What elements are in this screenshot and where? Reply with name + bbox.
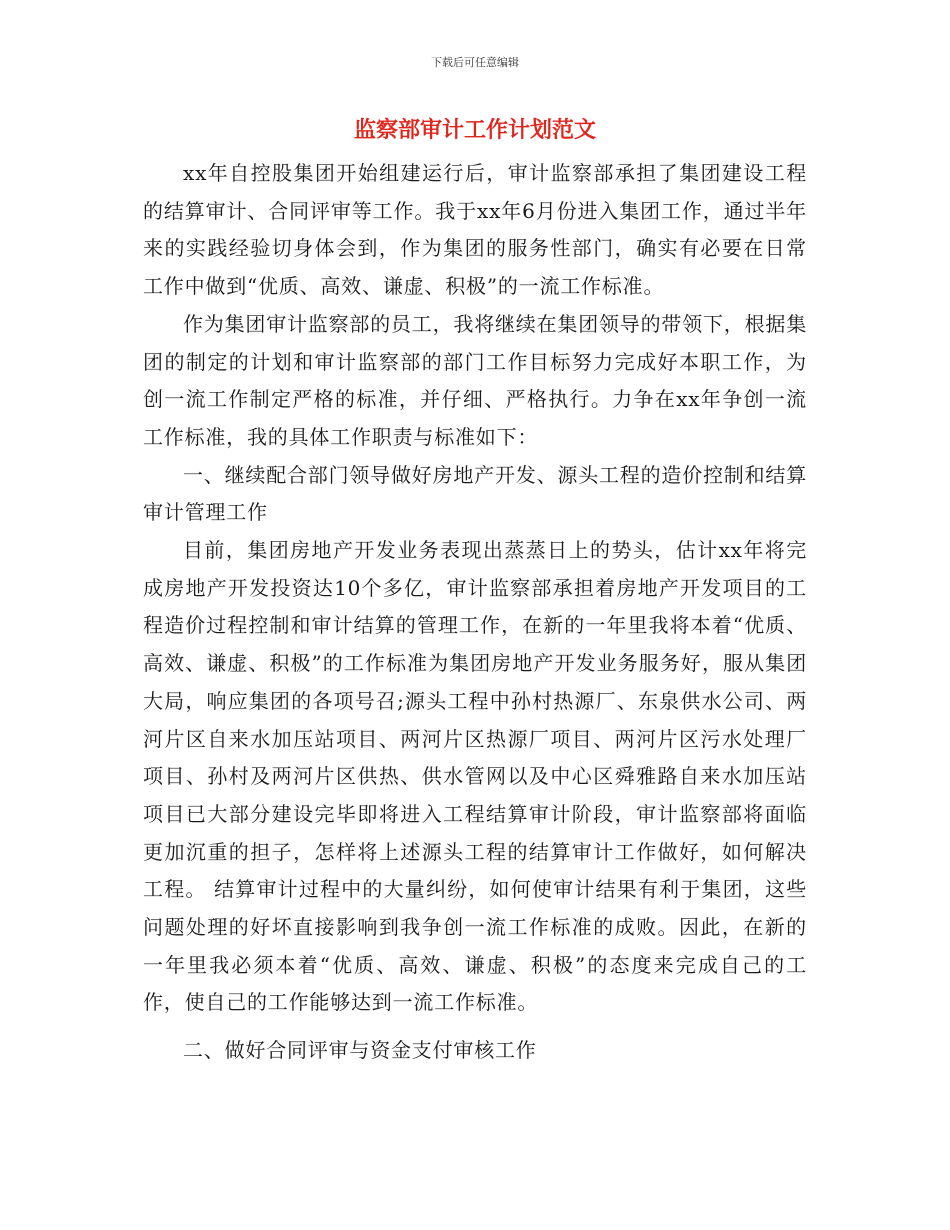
document-body (143, 155, 807, 1070)
paragraph-intro: xx年自控股集团开始组建运行后，审计监察部承担了集团建设工程的结算审计、合同评审等工作。我于xx年6月份进入集团工作，通过半年来的实践经验切身体会到，作为集团的服务性部门，确实有必要在日常工作中做到“优质、高效、谦虚、积极”的一流工作标准。 (143, 161, 807, 299)
paragraph-real-estate: 目前，集团房地产开发业务表现出蒸蒸日上的势头，估计xx年将完成房地产开发投资达10个多亿，审计监察部承担着房地产开发项目的工程造价过程控制和审计结算的管理工作，在新的一年里我将本着“优质、高效、谦虚、积极”的工作标准为集团房地产开发业务服务好，服从集团大局，响应集团的各项号召;源头工程中孙村热源厂、东泉供水公司、两河片区自来水加压站项目、两河片区热源厂项目、两河片区污水处理厂项目、孙村及两河片区供热、供水管网以及中心区舜雅路自来水加压站项目已大部分建设完毕即将进入工程结算审计阶段，审计监察部将面临更加沉重的担子，怎样将上述源头工程的结算审计工作做好，如何解决工程。 结算审计过程中的大量纠纷，如何使审计结果有利于集团，这些问题处理的好坏直接影响到我争创一流工作标准的成败。因此，在新的一年里我必须本着“优质、高效、谦虚、积极”的态度来完成自己的工作，使自己的工作能够达到一流工作标准。 (143, 538, 807, 1015)
paragraph-commitment: 作为集团审计监察部的员工，我将继续在集团领导的带领下，根据集团的制定的计划和审计监察部的部门工作目标努力完成好本职工作，为创一流工作制定严格的标准，并仔细、严格执行。力争在xx年争创一流工作标准，我的具体工作职责与标准如下： (143, 311, 807, 449)
section-heading-2: 二、做好合同评审与资金支付审核工作 (183, 1038, 537, 1063)
section-heading-1: 一、继续配合部门领导做好房地产开发、源头工程的造价控制和结算审计管理工作 (143, 462, 807, 525)
header-note: 下载后可任意编辑 (431, 56, 519, 69)
document-title: 监察部审计工作计划范文 (353, 118, 596, 143)
